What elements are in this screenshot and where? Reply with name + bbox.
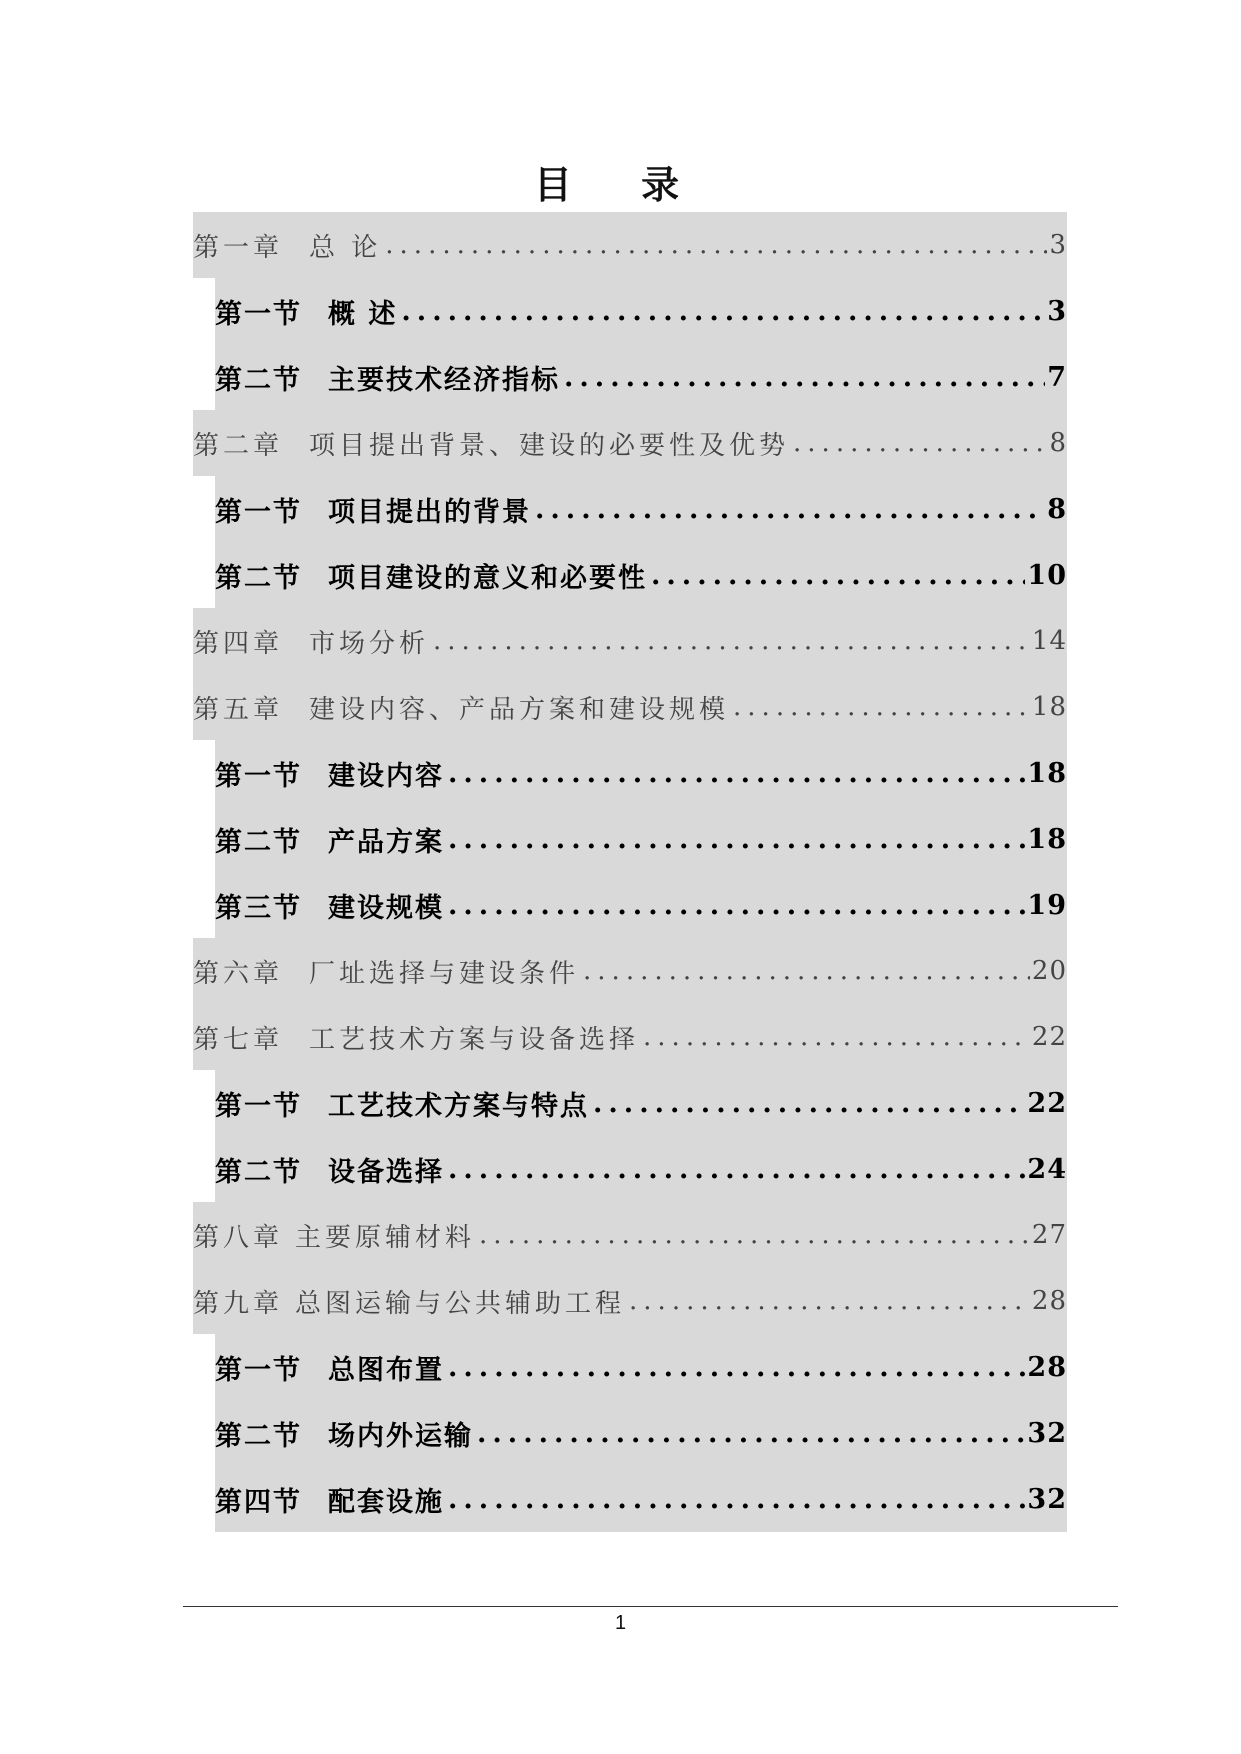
- toc-entry-page: 8: [1047, 493, 1067, 525]
- dot-leader: [651, 560, 1025, 591]
- toc-entry-label: 第九章 总图运输与公共辅助工程: [193, 1288, 626, 1319]
- dot-leader: [448, 890, 1025, 921]
- toc-entry-section[interactable]: [215, 1334, 1067, 1400]
- toc-entry-page: 28: [1031, 1286, 1067, 1316]
- toc-entry-section[interactable]: [215, 806, 1067, 872]
- dot-leader: [593, 1088, 1025, 1119]
- toc-entry-page: 32: [1027, 1483, 1067, 1515]
- toc-entry-chapter[interactable]: [193, 938, 1067, 1004]
- toc-entry-label: 第一节 项目提出的背景: [215, 496, 531, 528]
- toc-entry-page: 14: [1031, 626, 1067, 656]
- page-number: 1: [614, 1612, 627, 1634]
- toc-entry-chapter[interactable]: [193, 212, 1067, 278]
- page-title: 目 录: [533, 162, 708, 207]
- dot-leader: [448, 758, 1025, 789]
- toc-entry-label: 第一节 总图布置: [215, 1354, 444, 1386]
- toc-entry-chapter[interactable]: [193, 1004, 1067, 1070]
- dot-leader: [643, 1022, 1030, 1052]
- dot-leader: [793, 428, 1047, 458]
- toc-entry-page: 24: [1027, 1153, 1067, 1185]
- toc-entry-page: 27: [1031, 1220, 1067, 1250]
- toc-entry-page: 8: [1049, 428, 1067, 458]
- dot-leader: [535, 494, 1045, 525]
- toc-entry-label: 第二节 场内外运输: [215, 1420, 473, 1452]
- toc-entry-label: 第七章 工艺技术方案与设备选择: [193, 1024, 640, 1055]
- dot-leader: [583, 956, 1030, 986]
- dot-leader: [448, 1484, 1025, 1515]
- toc-entry-page: 3: [1047, 295, 1067, 327]
- toc-entry-section[interactable]: [215, 1070, 1067, 1136]
- toc-entry-page: 18: [1031, 692, 1067, 722]
- dot-leader: [733, 692, 1030, 722]
- toc-entry-page: 18: [1027, 757, 1067, 789]
- toc-entry-label: 第三节 建设规模: [215, 892, 444, 924]
- toc-entry-page: 22: [1031, 1022, 1067, 1052]
- toc-entry-page: 32: [1027, 1417, 1067, 1449]
- toc-entry-label: 第二章 项目提出背景、建设的必要性及优势: [193, 430, 790, 461]
- toc-entry-page: 18: [1027, 823, 1067, 855]
- toc-entry-section[interactable]: [215, 740, 1067, 806]
- toc-entry-label: 第一章 总 论: [193, 232, 382, 263]
- toc-entry-label: 第四章 市场分析: [193, 628, 430, 659]
- toc-entry-label: 第二节 产品方案: [215, 826, 444, 858]
- toc-entry-page: 28: [1027, 1351, 1067, 1383]
- toc-entry-chapter[interactable]: [193, 608, 1067, 674]
- dot-leader: [385, 230, 1047, 260]
- toc-entry-section[interactable]: [215, 1466, 1067, 1532]
- toc-entry-label: 第五章 建设内容、产品方案和建设规模: [193, 694, 730, 725]
- toc-entry-page: 3: [1049, 230, 1067, 260]
- toc-entry-section[interactable]: [215, 1136, 1067, 1202]
- toc-entry-section[interactable]: [215, 542, 1067, 608]
- toc-entry-label: 第一节 工艺技术方案与特点: [215, 1090, 589, 1122]
- dot-leader: [479, 1220, 1030, 1250]
- toc-entry-page: 19: [1027, 889, 1067, 921]
- toc-entry-label: 第八章 主要原辅材料: [193, 1222, 476, 1253]
- toc-entry-section[interactable]: [215, 1400, 1067, 1466]
- toc-entry-section[interactable]: [215, 278, 1067, 344]
- dot-leader: [629, 1286, 1030, 1316]
- toc-entry-chapter[interactable]: [193, 1202, 1067, 1268]
- toc-entry-section[interactable]: [215, 476, 1067, 542]
- dot-leader: [564, 362, 1045, 393]
- toc-entry-page: 7: [1047, 361, 1067, 393]
- toc-entry-chapter[interactable]: [193, 410, 1067, 476]
- footer-divider: [183, 1606, 1118, 1607]
- dot-leader: [448, 1352, 1025, 1383]
- toc-entry-section[interactable]: [215, 344, 1067, 410]
- toc-entry-label: 第四节 配套设施: [215, 1486, 444, 1518]
- dot-leader: [448, 824, 1025, 855]
- toc-entry-label: 第一节 概 述: [215, 298, 398, 330]
- dot-leader: [433, 626, 1030, 656]
- toc-entry-label: 第一节 建设内容: [215, 760, 444, 792]
- toc-entry-label: 第二节 主要技术经济指标: [215, 364, 560, 396]
- dot-leader: [401, 296, 1045, 327]
- toc-entry-label: 第二节 设备选择: [215, 1156, 444, 1188]
- dot-leader: [477, 1418, 1025, 1449]
- toc-entry-label: 第二节 项目建设的意义和必要性: [215, 562, 647, 594]
- toc-entry-page: 10: [1027, 559, 1067, 591]
- toc-entry-section[interactable]: [215, 872, 1067, 938]
- toc-entry-page: 22: [1027, 1087, 1067, 1119]
- toc-entry-page: 20: [1031, 956, 1067, 986]
- toc-entry-chapter[interactable]: [193, 674, 1067, 740]
- dot-leader: [448, 1154, 1025, 1185]
- toc-entry-label: 第六章 厂址选择与建设条件: [193, 958, 580, 989]
- toc-entry-chapter[interactable]: [193, 1268, 1067, 1334]
